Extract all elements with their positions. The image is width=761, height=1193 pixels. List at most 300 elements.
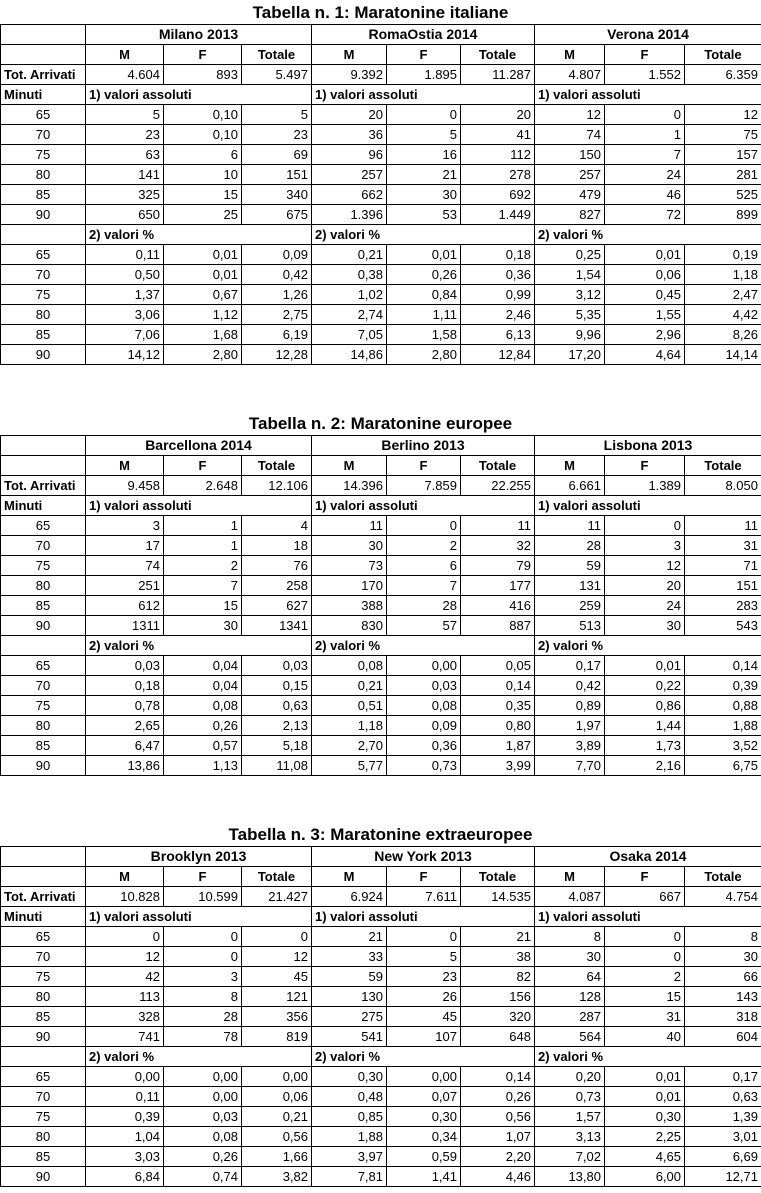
- pct-value: 0,59: [387, 1147, 461, 1167]
- pct-value: 1,12: [164, 305, 242, 325]
- pct-value: 0,39: [86, 1107, 164, 1127]
- abs-value: 320: [461, 1007, 535, 1027]
- pct-value: 0,00: [387, 1067, 461, 1087]
- pct-value: 0,25: [535, 245, 605, 265]
- abs-value: 177: [461, 576, 535, 596]
- pct-value: 6,75: [685, 756, 761, 776]
- pct-value: 1,58: [387, 325, 461, 345]
- minute-label: 80: [1, 987, 86, 1007]
- pct-value: 14,14: [685, 345, 761, 365]
- pct-value: 0,86: [605, 696, 685, 716]
- abs-value: 42: [86, 967, 164, 987]
- pct-value: 13,86: [86, 756, 164, 776]
- minute-label: 85: [1, 185, 86, 205]
- abs-value: 11: [312, 516, 387, 536]
- abs-value: 71: [685, 556, 761, 576]
- col-header-totale: Totale: [685, 45, 761, 65]
- pct-value: 0,14: [685, 656, 761, 676]
- minute-label: 70: [1, 536, 86, 556]
- pct-value: 1,87: [461, 736, 535, 756]
- section-label-abs: 1) valori assoluti: [312, 496, 461, 516]
- arrivati-value: 4.807: [535, 65, 605, 85]
- section-label-abs: 1) valori assoluti: [535, 496, 685, 516]
- pct-value: 0,08: [312, 656, 387, 676]
- abs-value: 675: [242, 205, 312, 225]
- pct-value: 6,69: [685, 1147, 761, 1167]
- abs-value: 318: [685, 1007, 761, 1027]
- abs-value: 130: [312, 987, 387, 1007]
- pct-value: 0,26: [164, 1147, 242, 1167]
- abs-value: 12: [86, 947, 164, 967]
- pct-value: 0,11: [86, 1087, 164, 1107]
- abs-value: 0: [164, 947, 242, 967]
- col-header-m: M: [535, 456, 605, 476]
- pct-value: 0,21: [242, 1107, 312, 1127]
- abs-value: 31: [605, 1007, 685, 1027]
- pct-value: 0,26: [164, 716, 242, 736]
- abs-value: 21: [387, 165, 461, 185]
- pct-value: 7,06: [86, 325, 164, 345]
- pct-value: 0,99: [461, 285, 535, 305]
- blank-cell: [1, 636, 86, 656]
- arrivati-value: 4.087: [535, 887, 605, 907]
- section-label-pct: 2) valori %: [312, 636, 461, 656]
- pct-value: 0,00: [164, 1067, 242, 1087]
- abs-value: 0: [164, 927, 242, 947]
- pct-value: 6,13: [461, 325, 535, 345]
- abs-value: 328: [86, 1007, 164, 1027]
- blank-cell: [461, 225, 535, 245]
- pct-value: 0,07: [387, 1087, 461, 1107]
- pct-value: 7,02: [535, 1147, 605, 1167]
- minute-label: 75: [1, 145, 86, 165]
- arrivati-value: 14.396: [312, 476, 387, 496]
- abs-value: 28: [387, 596, 461, 616]
- minute-label: 75: [1, 696, 86, 716]
- minute-label: 90: [1, 205, 86, 225]
- abs-value: 7: [387, 576, 461, 596]
- abs-value: 30: [605, 616, 685, 636]
- section-label-abs: 1) valori assoluti: [312, 907, 461, 927]
- abs-value: 78: [164, 1027, 242, 1047]
- pct-value: 2,75: [242, 305, 312, 325]
- pct-value: 6,19: [242, 325, 312, 345]
- minute-label: 70: [1, 947, 86, 967]
- blank-cell: [461, 907, 535, 927]
- abs-value: 28: [164, 1007, 242, 1027]
- abs-value: 819: [242, 1027, 312, 1047]
- abs-value: 741: [86, 1027, 164, 1047]
- abs-value: 12: [685, 105, 761, 125]
- pct-value: 6,47: [86, 736, 164, 756]
- abs-value: 28: [535, 536, 605, 556]
- pct-value: 0,51: [312, 696, 387, 716]
- abs-value: 257: [312, 165, 387, 185]
- abs-value: 24: [605, 165, 685, 185]
- pct-value: 5,35: [535, 305, 605, 325]
- pct-value: 0,67: [164, 285, 242, 305]
- abs-value: 20: [461, 105, 535, 125]
- abs-value: 543: [685, 616, 761, 636]
- abs-value: 79: [461, 556, 535, 576]
- row-label-arrivati: Tot. Arrivati: [1, 476, 86, 496]
- pct-value: 2,25: [605, 1127, 685, 1147]
- abs-value: 8: [535, 927, 605, 947]
- pct-value: 7,05: [312, 325, 387, 345]
- pct-value: 0,01: [164, 245, 242, 265]
- pct-value: 0,06: [605, 265, 685, 285]
- abs-value: 23: [242, 125, 312, 145]
- arrivati-value: 9.392: [312, 65, 387, 85]
- abs-value: 30: [685, 947, 761, 967]
- pct-value: 3,99: [461, 756, 535, 776]
- arrivati-value: 4.604: [86, 65, 164, 85]
- blank-cell: [461, 85, 535, 105]
- abs-value: 15: [164, 185, 242, 205]
- abs-value: 692: [461, 185, 535, 205]
- pct-value: 11,08: [242, 756, 312, 776]
- col-header-m: M: [312, 456, 387, 476]
- minute-label: 75: [1, 967, 86, 987]
- abs-value: 66: [685, 967, 761, 987]
- race-name: Lisbona 2013: [535, 436, 761, 456]
- abs-value: 41: [461, 125, 535, 145]
- pct-value: 0,01: [605, 245, 685, 265]
- pct-value: 0,03: [387, 676, 461, 696]
- pct-value: 1,11: [387, 305, 461, 325]
- section-label-abs: 1) valori assoluti: [86, 907, 242, 927]
- pct-value: 0,74: [164, 1167, 242, 1187]
- pct-value: 0,80: [461, 716, 535, 736]
- corner-cell: [1, 847, 86, 867]
- abs-value: 662: [312, 185, 387, 205]
- pct-value: 1,55: [605, 305, 685, 325]
- pct-value: 4,46: [461, 1167, 535, 1187]
- abs-value: 45: [242, 967, 312, 987]
- abs-value: 0: [387, 927, 461, 947]
- minute-label: 85: [1, 1007, 86, 1027]
- minute-label: 85: [1, 1147, 86, 1167]
- abs-value: 283: [685, 596, 761, 616]
- pct-value: 3,97: [312, 1147, 387, 1167]
- pct-value: 1,54: [535, 265, 605, 285]
- abs-value: 287: [535, 1007, 605, 1027]
- race-name: Berlino 2013: [312, 436, 535, 456]
- abs-value: 0,10: [164, 125, 242, 145]
- abs-value: 275: [312, 1007, 387, 1027]
- pct-value: 0,01: [164, 265, 242, 285]
- pct-value: 1,04: [86, 1127, 164, 1147]
- blank-cell: [242, 1047, 312, 1067]
- pct-value: 5,77: [312, 756, 387, 776]
- abs-value: 63: [86, 145, 164, 165]
- blank-cell: [242, 496, 312, 516]
- abs-value: 627: [242, 596, 312, 616]
- race-name: Barcellona 2014: [86, 436, 312, 456]
- pct-value: 0,11: [86, 245, 164, 265]
- abs-value: 59: [312, 967, 387, 987]
- arrivati-value: 22.255: [461, 476, 535, 496]
- abs-value: 75: [685, 125, 761, 145]
- table-title: Tabella n. 1: Maratonine italiane: [0, 0, 761, 25]
- minute-label: 70: [1, 265, 86, 285]
- pct-value: 0,36: [387, 736, 461, 756]
- abs-value: 21: [461, 927, 535, 947]
- pct-value: 13,80: [535, 1167, 605, 1187]
- pct-value: 0,05: [461, 656, 535, 676]
- abs-value: 2: [387, 536, 461, 556]
- abs-value: 20: [605, 576, 685, 596]
- arrivati-value: 7.611: [387, 887, 461, 907]
- abs-value: 356: [242, 1007, 312, 1027]
- pct-value: 0,84: [387, 285, 461, 305]
- pct-value: 0,22: [605, 676, 685, 696]
- section-label-abs: 1) valori assoluti: [535, 907, 685, 927]
- abs-value: 479: [535, 185, 605, 205]
- pct-value: 0,03: [86, 656, 164, 676]
- abs-value: 257: [535, 165, 605, 185]
- minute-label: 85: [1, 596, 86, 616]
- abs-value: 21: [312, 927, 387, 947]
- abs-value: 281: [685, 165, 761, 185]
- blank-cell: [242, 225, 312, 245]
- abs-value: 20: [312, 105, 387, 125]
- pct-value: 1,66: [242, 1147, 312, 1167]
- arrivati-value: 5.497: [242, 65, 312, 85]
- abs-value: 11: [685, 516, 761, 536]
- col-header-f: F: [605, 45, 685, 65]
- abs-value: 3: [605, 536, 685, 556]
- abs-value: 0: [605, 927, 685, 947]
- arrivati-value: 1.895: [387, 65, 461, 85]
- table-2: [0, 411, 761, 776]
- abs-value: 12: [605, 556, 685, 576]
- col-header-totale: Totale: [685, 867, 761, 887]
- abs-value: 38: [461, 947, 535, 967]
- abs-value: 74: [86, 556, 164, 576]
- pct-value: 0,03: [164, 1107, 242, 1127]
- pct-value: 0,00: [86, 1067, 164, 1087]
- pct-value: 0,57: [164, 736, 242, 756]
- pct-value: 3,12: [535, 285, 605, 305]
- abs-value: 8: [685, 927, 761, 947]
- abs-value: 23: [86, 125, 164, 145]
- pct-value: 2,13: [242, 716, 312, 736]
- pct-value: 1,57: [535, 1107, 605, 1127]
- row-label-minuti: Minuti: [1, 907, 86, 927]
- arrivati-value: 9.458: [86, 476, 164, 496]
- pct-value: 2,47: [685, 285, 761, 305]
- row-label-minuti: Minuti: [1, 85, 86, 105]
- col-header-totale: Totale: [461, 45, 535, 65]
- blank-cell: [1, 1047, 86, 1067]
- minute-label: 65: [1, 516, 86, 536]
- abs-value: 151: [685, 576, 761, 596]
- pct-value: 0,73: [535, 1087, 605, 1107]
- abs-value: 5: [86, 105, 164, 125]
- abs-value: 1: [164, 536, 242, 556]
- pct-value: 0,18: [86, 676, 164, 696]
- abs-value: 69: [242, 145, 312, 165]
- abs-value: 0: [605, 947, 685, 967]
- abs-value: 112: [461, 145, 535, 165]
- pct-value: 0,17: [685, 1067, 761, 1087]
- abs-value: 31: [685, 536, 761, 556]
- pct-value: 1,44: [605, 716, 685, 736]
- abs-value: 73: [312, 556, 387, 576]
- minute-label: 90: [1, 1167, 86, 1187]
- abs-value: 46: [605, 185, 685, 205]
- abs-value: 830: [312, 616, 387, 636]
- pct-value: 0,78: [86, 696, 164, 716]
- arrivati-value: 7.859: [387, 476, 461, 496]
- abs-value: 648: [461, 1027, 535, 1047]
- arrivati-value: 8.050: [685, 476, 761, 496]
- pct-value: 12,84: [461, 345, 535, 365]
- abs-value: 72: [605, 205, 685, 225]
- section-label-pct: 2) valori %: [535, 636, 685, 656]
- abs-value: 11: [461, 516, 535, 536]
- pct-value: 0,01: [605, 656, 685, 676]
- minute-label: 90: [1, 345, 86, 365]
- abs-value: 76: [242, 556, 312, 576]
- pct-value: 2,20: [461, 1147, 535, 1167]
- section-label-abs: 1) valori assoluti: [86, 496, 242, 516]
- blank-cell: [242, 907, 312, 927]
- abs-value: 32: [461, 536, 535, 556]
- abs-value: 45: [387, 1007, 461, 1027]
- pct-value: 2,70: [312, 736, 387, 756]
- race-name: RomaOstia 2014: [312, 25, 535, 45]
- section-label-pct: 2) valori %: [312, 1047, 461, 1067]
- minute-label: 65: [1, 245, 86, 265]
- pct-value: 3,82: [242, 1167, 312, 1187]
- abs-value: 11: [535, 516, 605, 536]
- pct-value: 0,08: [387, 696, 461, 716]
- abs-value: 16: [387, 145, 461, 165]
- abs-value: 0: [242, 927, 312, 947]
- abs-value: 1341: [242, 616, 312, 636]
- pct-value: 7,70: [535, 756, 605, 776]
- abs-value: 5: [387, 947, 461, 967]
- pct-value: 4,64: [605, 345, 685, 365]
- abs-value: 157: [685, 145, 761, 165]
- pct-value: 0,19: [685, 245, 761, 265]
- pct-value: 0,30: [387, 1107, 461, 1127]
- abs-value: 5: [242, 105, 312, 125]
- col-header-m: M: [312, 867, 387, 887]
- pct-value: 0,14: [461, 676, 535, 696]
- section-label-pct: 2) valori %: [312, 225, 461, 245]
- pct-value: 6,84: [86, 1167, 164, 1187]
- pct-value: 1,18: [685, 265, 761, 285]
- table-grid: [0, 25, 761, 365]
- blank-cell: [685, 225, 761, 245]
- section-label-abs: 1) valori assoluti: [312, 85, 461, 105]
- pct-value: 0,42: [242, 265, 312, 285]
- abs-value: 3: [164, 967, 242, 987]
- minute-label: 70: [1, 125, 86, 145]
- abs-value: 899: [685, 205, 761, 225]
- abs-value: 0: [387, 105, 461, 125]
- pct-value: 0,26: [461, 1087, 535, 1107]
- pct-value: 1,88: [312, 1127, 387, 1147]
- pct-value: 3,13: [535, 1127, 605, 1147]
- pct-value: 0,56: [242, 1127, 312, 1147]
- abs-value: 10: [164, 165, 242, 185]
- race-name: Brooklyn 2013: [86, 847, 312, 867]
- minute-label: 70: [1, 1087, 86, 1107]
- pct-value: 2,74: [312, 305, 387, 325]
- blank-cell: [685, 496, 761, 516]
- abs-value: 325: [86, 185, 164, 205]
- abs-value: 1.396: [312, 205, 387, 225]
- abs-value: 30: [535, 947, 605, 967]
- corner-cell: [1, 25, 86, 45]
- abs-value: 0,10: [164, 105, 242, 125]
- pct-value: 3,01: [685, 1127, 761, 1147]
- pct-value: 0,50: [86, 265, 164, 285]
- abs-value: 24: [605, 596, 685, 616]
- abs-value: 5: [387, 125, 461, 145]
- abs-value: 388: [312, 596, 387, 616]
- abs-value: 15: [605, 987, 685, 1007]
- abs-value: 59: [535, 556, 605, 576]
- abs-value: 3: [86, 516, 164, 536]
- arrivati-value: 6.924: [312, 887, 387, 907]
- minute-label: 90: [1, 756, 86, 776]
- abs-value: 82: [461, 967, 535, 987]
- arrivati-value: 6.359: [685, 65, 761, 85]
- pct-value: 3,52: [685, 736, 761, 756]
- pct-value: 0,21: [312, 676, 387, 696]
- col-header-f: F: [387, 867, 461, 887]
- abs-value: 30: [387, 185, 461, 205]
- pct-value: 0,03: [242, 656, 312, 676]
- abs-value: 2: [164, 556, 242, 576]
- arrivati-value: 10.828: [86, 887, 164, 907]
- pct-value: 0,73: [387, 756, 461, 776]
- minute-label: 65: [1, 656, 86, 676]
- section-label-pct: 2) valori %: [86, 225, 242, 245]
- minute-label: 65: [1, 927, 86, 947]
- abs-value: 113: [86, 987, 164, 1007]
- blank-cell: [685, 636, 761, 656]
- pct-value: 0,34: [387, 1127, 461, 1147]
- blank-cell: [685, 907, 761, 927]
- pct-value: 1,02: [312, 285, 387, 305]
- pct-value: 1,37: [86, 285, 164, 305]
- race-name: Osaka 2014: [535, 847, 761, 867]
- pct-value: 0,26: [387, 265, 461, 285]
- race-name: Milano 2013: [86, 25, 312, 45]
- pct-value: 3,89: [535, 736, 605, 756]
- abs-value: 1.449: [461, 205, 535, 225]
- corner-cell: [1, 456, 86, 476]
- abs-value: 96: [312, 145, 387, 165]
- pct-value: 0,09: [242, 245, 312, 265]
- pct-value: 0,56: [461, 1107, 535, 1127]
- pct-value: 0,39: [685, 676, 761, 696]
- col-header-f: F: [164, 456, 242, 476]
- abs-value: 259: [535, 596, 605, 616]
- corner-cell: [1, 867, 86, 887]
- pct-value: 1,18: [312, 716, 387, 736]
- abs-value: 33: [312, 947, 387, 967]
- minute-label: 80: [1, 576, 86, 596]
- minute-label: 80: [1, 305, 86, 325]
- table-title: Tabella n. 2: Maratonine europee: [0, 411, 761, 436]
